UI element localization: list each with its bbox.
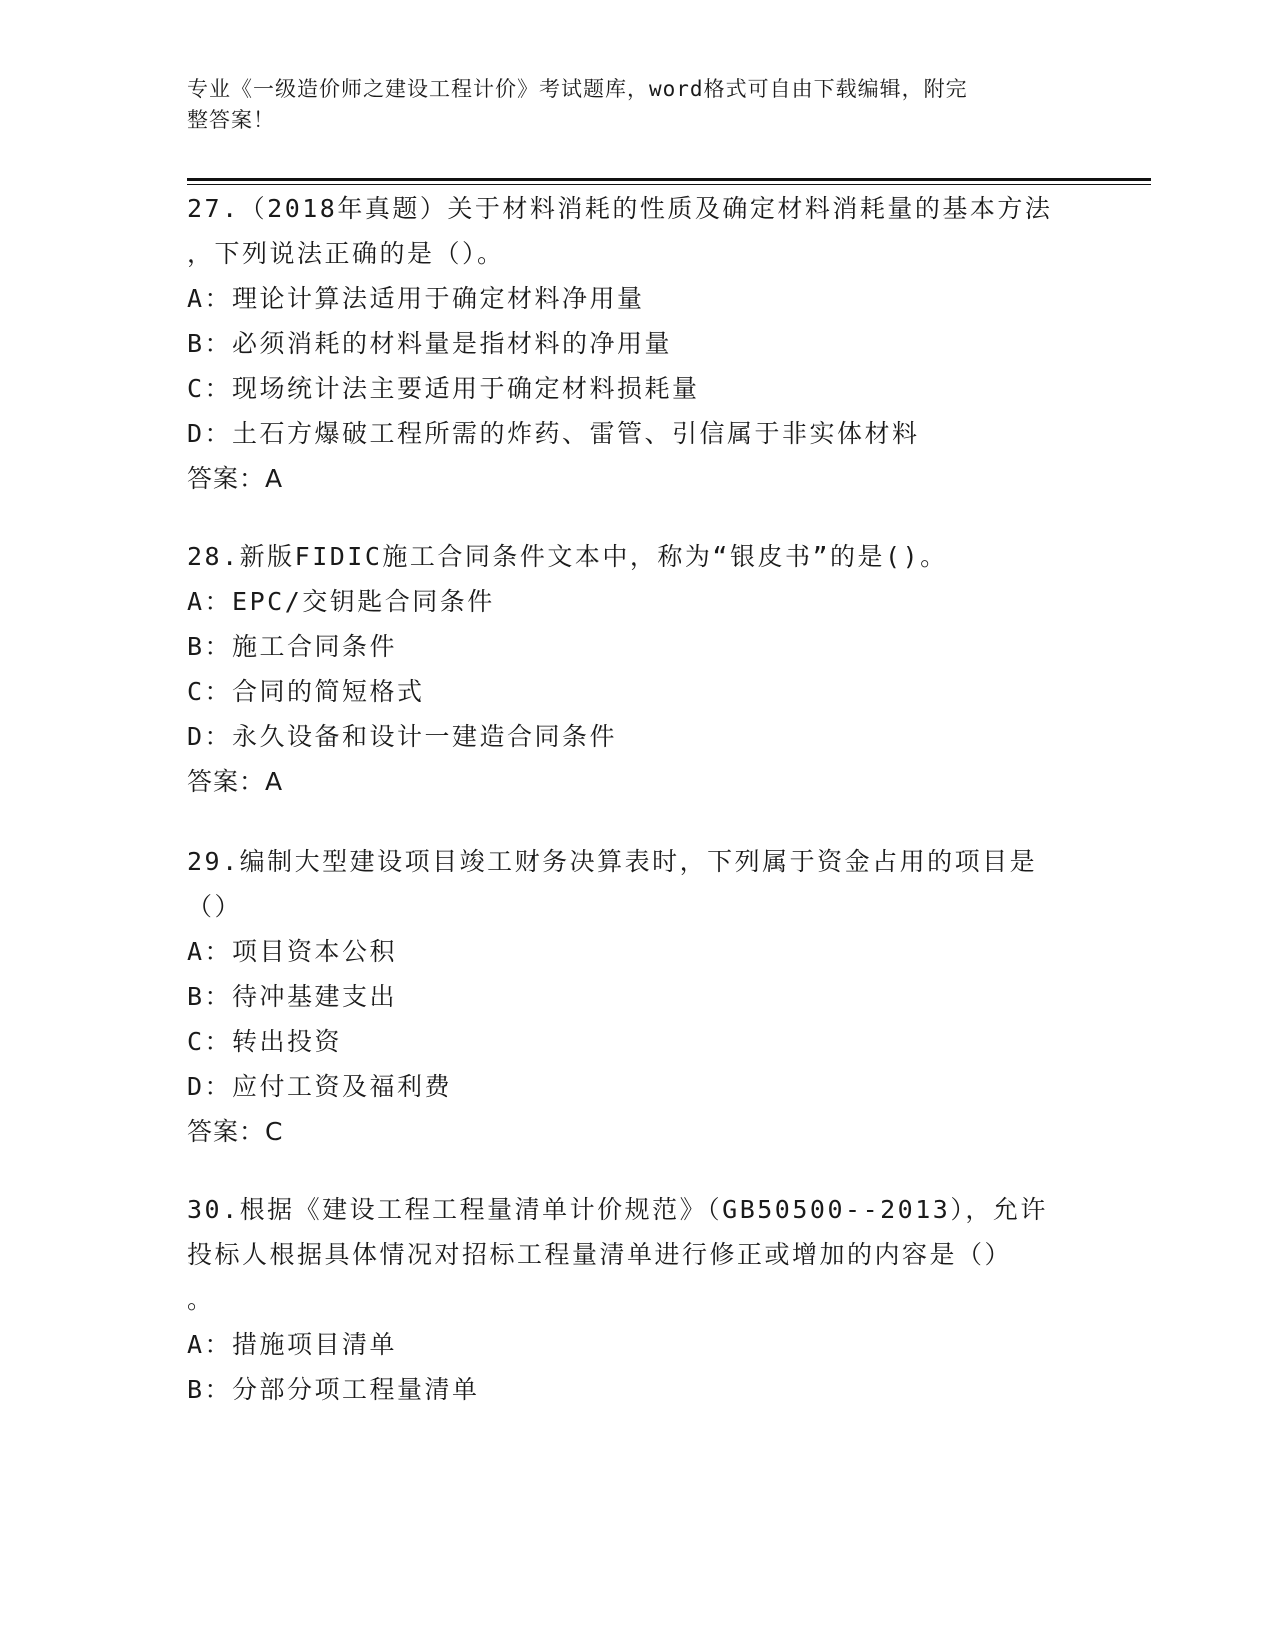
option-d: D：土石方爆破工程所需的炸药、雷管、引信属于非实体材料 [187, 419, 920, 448]
question-27 [187, 186, 1087, 501]
question-stem-line: 29.编制大型建设项目竣工财务决算表时，下列属于资金占用的项目是 [187, 847, 1038, 876]
option-a: A：理论计算法适用于确定材料净用量 [187, 284, 645, 313]
question-stem-line: ，下列说法正确的是（）。 [187, 239, 505, 268]
option-b: B：分部分项工程量清单 [187, 1375, 480, 1404]
option-c: C：转出投资 [187, 1027, 343, 1056]
question-stem-line: 27.（2018年真题）关于材料消耗的性质及确定材料消耗量的基本方法 [187, 194, 1053, 223]
header-divider-thin [187, 184, 1151, 185]
answer-text: 答案：C [187, 1117, 284, 1146]
header-divider-thick [187, 178, 1151, 181]
option-b: B：施工合同条件 [187, 632, 398, 661]
document-header [187, 74, 1077, 136]
option-d: D：应付工资及福利费 [187, 1072, 453, 1101]
option-a: A：项目资本公积 [187, 937, 398, 966]
header-line-2: 整答案！ [187, 108, 275, 132]
question-stem-line: 投标人根据具体情况对招标工程量清单进行修正或增加的内容是（） [187, 1240, 1013, 1269]
question-28 [187, 534, 1087, 804]
answer-text: 答案：A [187, 767, 284, 796]
answer-text: 答案：A [187, 464, 284, 493]
question-stem-line: 。 [187, 1285, 215, 1314]
question-30 [187, 1187, 1087, 1412]
header-line-1: 专业《一级造价师之建设工程计价》考试题库，word格式可自由下载编辑，附完 [187, 77, 968, 101]
option-b: B：必须消耗的材料量是指材料的净用量 [187, 329, 673, 358]
option-b: B：待冲基建支出 [187, 982, 398, 1011]
question-stem-line: 30.根据《建设工程工程量清单计价规范》（GB50500--2013），允许 [187, 1195, 1048, 1224]
option-a: A：措施项目清单 [187, 1330, 398, 1359]
question-stem-line: 28.新版FIDIC施工合同条件文本中，称为“银皮书”的是()。 [187, 542, 948, 571]
option-a: A：EPC/交钥匙合同条件 [187, 587, 495, 616]
option-c: C：现场统计法主要适用于确定材料损耗量 [187, 374, 700, 403]
question-29 [187, 839, 1087, 1154]
option-c: C：合同的简短格式 [187, 677, 425, 706]
question-stem-line: （） [187, 892, 243, 921]
option-d: D：永久设备和设计一建造合同条件 [187, 722, 618, 751]
